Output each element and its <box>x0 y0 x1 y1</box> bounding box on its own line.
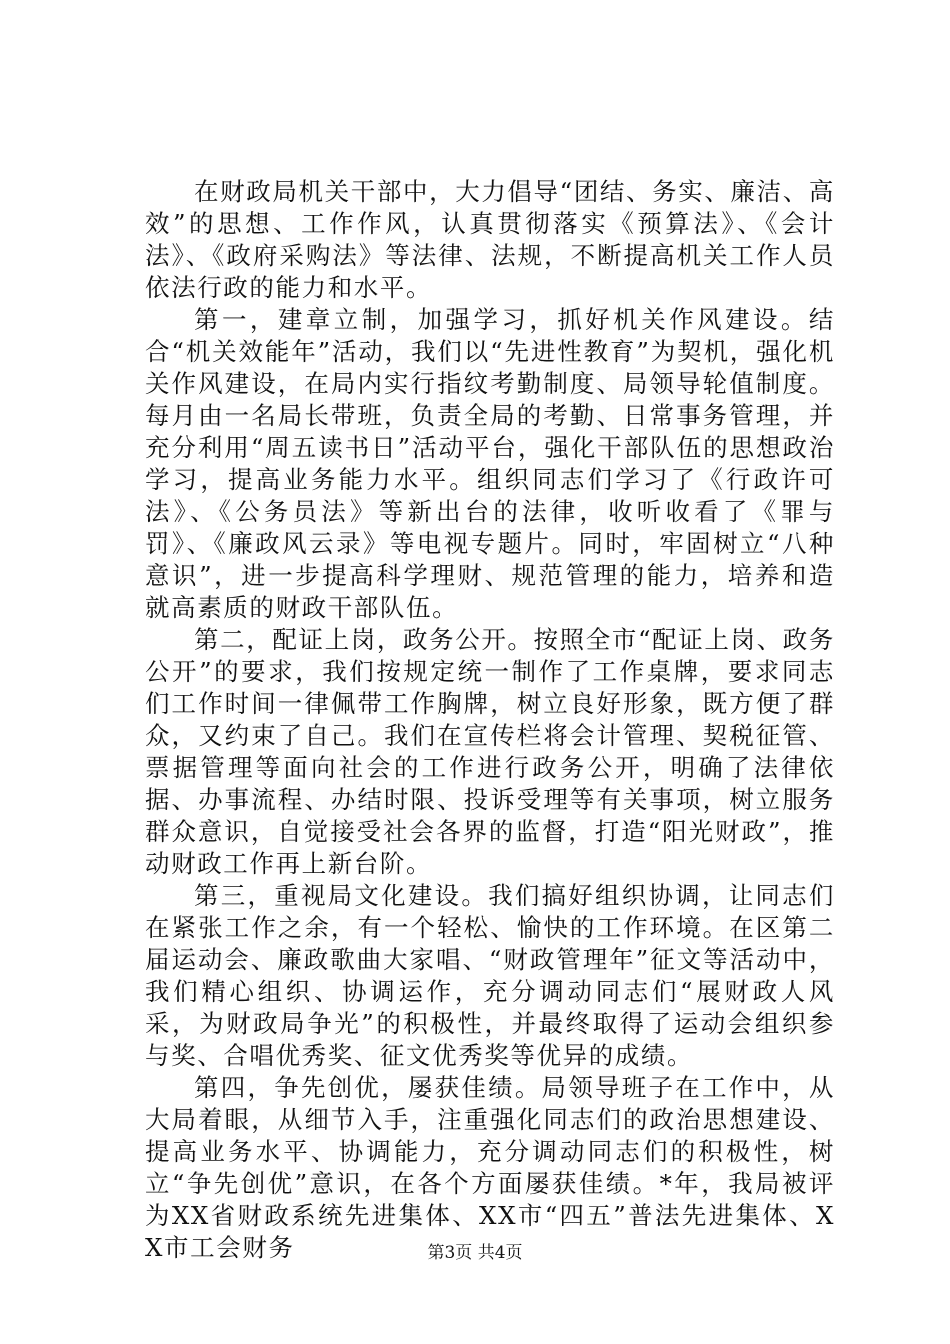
page-number-footer: 第3页 共4页 <box>427 1243 523 1263</box>
paragraph-second: 第二，配证上岗，政务公开。按照全市“配证上岗、政务公开”的要求，我们按规定统一制作了工作桌牌，要求同志们工作时间一律佩带工作胸牌，树立良好形象，既方便了群众，又约束了自己。我们在宣传栏将会计管理、契税征管、票据管理等面向社会的工作进行政务公开，明确了法律依据、办事流程、办结时限、投诉受理等有关事项，树立服务群众意识，自觉接受社会各界的监督，打造“阳光财政”，推动财政工作再上新台阶。 <box>145 625 835 878</box>
paragraph-first: 第一，建章立制，加强学习，抓好机关作风建设。结合“机关效能年”活动，我们以“先进性教育”为契机，强化机关作风建设，在局内实行指纹考勤制度、局领导轮值制度。每月由一名局长带班，负责全局的考勤、日常事务管理，并充分利用“周五读书日”活动平台，强化干部队伍的思想政治学习，提高业务能力水平。组织同志们学习了《行政许可法》、《公务员法》等新出台的法律，收听收看了《罪与罚》、《廉政风云录》等电视专题片。同时，牢固树立“八种意识”，进一步提高科学理财、规范管理的能力，培养和造就高素质的财政干部队伍。 <box>145 305 835 622</box>
paragraph-third: 第三，重视局文化建设。我们搞好组织协调，让同志们在紧张工作之余，有一个轻松、愉快的工作环境。在区第二届运动会、廉政歌曲大家唱、“财政管理年”征文等活动中，我们精心组织、协调运作，充分调动同志们“展财政人风采，为财政局争光”的积极性，并最终取得了运动会组织参与奖、合唱优秀奖、征文优秀奖等优异的成绩。 <box>145 881 835 1070</box>
paragraph-fourth: 第四，争先创优，屡获佳绩。局领导班子在工作中，从大局着眼，从细节入手，注重强化同志们的政治思想建设、提高业务水平、协调能力，充分调动同志们的积极性，树立“争先创优”意识，在各个方面屡获佳绩。*年，我局被评为XX省财政系统先进集体、XX市“四五”普法先进集体、XX市工会财务 <box>145 1073 835 1262</box>
paragraph-intro: 在财政局机关干部中，大力倡导“团结、务实、廉洁、高效”的思想、工作作风，认真贯彻落实《预算法》、《会计法》、《政府采购法》等法律、法规，不断提高机关工作人员依法行政的能力和水平。 <box>145 177 835 302</box>
document-body <box>145 176 835 1264</box>
